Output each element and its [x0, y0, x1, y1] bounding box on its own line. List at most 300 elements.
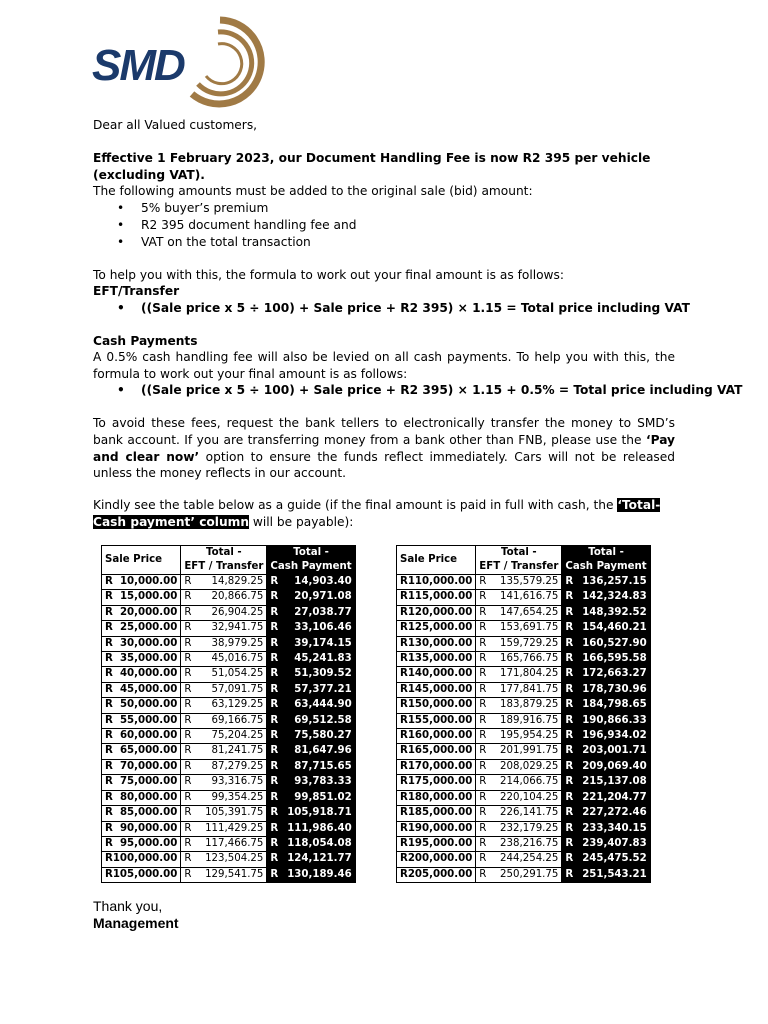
eft-total-cell: [476, 821, 562, 836]
cash-total-cell: [562, 775, 650, 790]
sale-price-cell: R165,000.00: [397, 744, 476, 759]
currency-symbol: R: [565, 853, 574, 865]
cash-value: [270, 837, 351, 851]
eft-amount: 177,841.75: [500, 683, 559, 695]
currency-symbol: R: [479, 807, 487, 819]
cash-amount: 81,647.96: [294, 745, 352, 757]
eft-total-cell: [476, 806, 562, 821]
eft-amount: 63,129.25: [211, 699, 264, 711]
cash-value: [565, 806, 646, 820]
currency-symbol: R: [184, 714, 192, 726]
sale-price-cell: R100,000.00: [102, 852, 181, 867]
table-row: [102, 852, 356, 867]
cash-amount: 130,189.46: [287, 868, 352, 880]
table-row: [397, 836, 651, 851]
currency-symbol: R: [270, 791, 279, 803]
cash-total-cell: [267, 852, 355, 867]
pay-and-clear-now: ‘Pay and clear now’: [93, 432, 675, 464]
table-row: [397, 590, 651, 605]
eft-total-cell: [181, 790, 267, 805]
currency-symbol: R: [479, 637, 487, 649]
eft-amount: 99,354.25: [211, 791, 264, 803]
cash-total-cell: [562, 821, 650, 836]
eft-value: [479, 652, 558, 666]
table-row: [102, 821, 356, 836]
eft-amount: 201,991.75: [500, 745, 559, 757]
cash-value: [565, 683, 646, 697]
cash-value: [270, 683, 351, 697]
sale-price-cell: R185,000.00: [397, 806, 476, 821]
cash-total-cell: [267, 729, 355, 744]
table-row: [102, 667, 356, 682]
cash-amount: 148,392.52: [582, 606, 647, 618]
eft-amount: 208,029.25: [500, 760, 559, 772]
cash-total-cell: [267, 698, 355, 713]
cash-value: [270, 775, 351, 789]
eft-amount: 14,829.25: [211, 576, 264, 587]
header-cash-line2: Cash Payment: [270, 561, 352, 572]
currency-symbol: R: [184, 807, 192, 819]
eft-total-cell: [181, 667, 267, 682]
table-row: [397, 682, 651, 697]
table-row: [397, 605, 651, 620]
eft-value: [479, 621, 558, 635]
table-row: [102, 621, 356, 636]
eft-total-cell: [476, 698, 562, 713]
eft-total-cell: [181, 729, 267, 744]
cash-value: [270, 621, 351, 635]
eft-value: [479, 868, 558, 882]
cash-total-cell: [267, 806, 355, 821]
table-row: [102, 836, 356, 851]
header-eft: [476, 546, 562, 575]
cash-value: [270, 868, 351, 882]
cash-value: [565, 822, 646, 836]
currency-symbol: R: [270, 668, 279, 680]
cash-value: [565, 729, 646, 743]
cash-amount: 45,241.83: [294, 653, 352, 665]
cash-amount: 51,309.52: [294, 668, 352, 680]
eft-amount: 38,979.25: [211, 637, 264, 649]
table-row: [397, 575, 651, 590]
currency-symbol: R: [479, 591, 487, 603]
eft-amount: 135,579.25: [500, 576, 559, 587]
eft-value: [479, 791, 558, 805]
cash-value: [565, 791, 646, 805]
table-row: [102, 729, 356, 744]
currency-symbol: R: [565, 637, 574, 649]
header-eft: [181, 546, 267, 575]
eft-total-cell: [476, 682, 562, 697]
eft-amount: 214,066.75: [500, 776, 559, 788]
header-cash: [267, 546, 355, 575]
fee-table-right: [396, 545, 651, 883]
cash-amount: 136,257.15: [582, 576, 647, 587]
eft-total-cell: [476, 775, 562, 790]
eft-total-cell: [181, 744, 267, 759]
header-eft-line1: Total -: [501, 547, 537, 558]
currency-symbol: R: [270, 714, 279, 726]
sale-price-cell: R160,000.00: [397, 729, 476, 744]
table-row: [102, 698, 356, 713]
currency-symbol: R: [479, 776, 487, 788]
eft-value: [184, 729, 263, 743]
header-eft-line1: Total -: [206, 547, 242, 558]
sale-price-cell: R115,000.00: [397, 590, 476, 605]
currency-symbol: R: [184, 637, 192, 649]
cash-amount: 239,407.83: [582, 837, 647, 849]
cash-total-cell: [562, 806, 650, 821]
currency-symbol: R: [270, 745, 279, 757]
cash-amount: 227,272.46: [582, 807, 647, 819]
guide-text-1: Kindly see the table below as a guide (if the final amount is paid in full with cash, the: [93, 498, 618, 512]
currency-symbol: R: [184, 853, 192, 865]
eft-amount: 153,691.75: [500, 622, 559, 634]
cash-value: [565, 590, 646, 604]
sale-price-cell: R195,000.00: [397, 836, 476, 851]
cash-total-cell: [267, 621, 355, 636]
cash-value: [270, 606, 351, 620]
cash-total-cell: [562, 652, 650, 667]
currency-symbol: R: [184, 668, 192, 680]
currency-symbol: R: [270, 776, 279, 788]
eft-heading: EFT/Transfer: [93, 284, 180, 298]
eft-value: [184, 868, 263, 882]
cash-total-cell: [267, 605, 355, 620]
eft-amount: 26,904.25: [211, 606, 264, 618]
cash-amount: 57,377.21: [294, 683, 352, 695]
table-row: [102, 682, 356, 697]
cash-value: [565, 852, 646, 866]
table-row: [102, 775, 356, 790]
eft-value: [184, 698, 263, 712]
cash-value: [270, 575, 351, 589]
eft-total-cell: [476, 790, 562, 805]
sale-price-cell: R190,000.00: [397, 821, 476, 836]
sale-price-cell: R 25,000.00: [102, 621, 181, 636]
eft-value: [184, 714, 263, 728]
cash-total-cell: [267, 667, 355, 682]
currency-symbol: R: [565, 776, 574, 788]
table-row: [397, 759, 651, 774]
currency-symbol: R: [270, 807, 279, 819]
eft-total-cell: [181, 852, 267, 867]
cash-amount: 190,866.33: [582, 714, 647, 726]
cash-amount: 154,460.21: [582, 622, 647, 634]
table-row: [102, 590, 356, 605]
cash-value: [565, 637, 646, 651]
eft-value: [184, 575, 263, 589]
eft-value: [184, 637, 263, 651]
cash-value: [270, 637, 351, 651]
guide-text: [93, 497, 675, 531]
eft-total-cell: [476, 652, 562, 667]
formula-intro: To help you with this, the formula to work out your final amount is as follows:: [93, 268, 564, 282]
currency-symbol: R: [270, 760, 279, 772]
avoid-fees-text: [93, 415, 675, 482]
eft-value: [184, 852, 263, 866]
cash-total-cell: [562, 682, 650, 697]
eft-total-cell: [181, 821, 267, 836]
eft-value: [479, 729, 558, 743]
eft-value: [184, 775, 263, 789]
header-cash-line1: Total -: [588, 547, 624, 558]
table-row: [102, 867, 356, 882]
cash-value: [565, 698, 646, 712]
sale-price-cell: R125,000.00: [397, 621, 476, 636]
eft-formula-list: [93, 300, 690, 317]
eft-amount: 123,504.25: [205, 853, 264, 865]
currency-symbol: R: [479, 760, 487, 772]
amounts-intro: The following amounts must be added to the original sale (bid) amount:: [93, 184, 533, 198]
eft-value: [479, 714, 558, 728]
eft-total-cell: [476, 590, 562, 605]
eft-value: [184, 667, 263, 681]
eft-total-cell: [181, 575, 267, 590]
currency-symbol: R: [565, 837, 574, 849]
logo-swoosh-icon: [180, 14, 276, 110]
eft-value: [184, 822, 263, 836]
eft-value: [479, 637, 558, 651]
currency-symbol: R: [565, 760, 574, 772]
guide-text-2: will be payable):: [249, 514, 354, 529]
currency-symbol: R: [479, 653, 487, 665]
eft-amount: 93,316.75: [211, 776, 264, 788]
currency-symbol: R: [184, 760, 192, 772]
eft-value: [479, 760, 558, 774]
sale-price-cell: R 30,000.00: [102, 636, 181, 651]
cash-total-cell: [267, 744, 355, 759]
eft-total-cell: [476, 867, 562, 882]
table-header-row: [397, 546, 651, 575]
cash-heading: Cash Payments: [93, 334, 198, 348]
cash-value: [270, 698, 351, 712]
closing: [93, 898, 179, 932]
cash-formula-list: [93, 382, 742, 399]
cash-value: [270, 822, 351, 836]
cash-total-cell: [562, 621, 650, 636]
currency-symbol: R: [270, 576, 279, 587]
currency-symbol: R: [565, 822, 574, 834]
eft-amount: 51,054.25: [211, 668, 264, 680]
sale-price-cell: R 75,000.00: [102, 775, 181, 790]
currency-symbol: R: [270, 730, 279, 742]
cash-value: [270, 744, 351, 758]
currency-symbol: R: [479, 868, 487, 880]
eft-total-cell: [476, 852, 562, 867]
currency-symbol: R: [479, 714, 487, 726]
cash-amount: 233,340.15: [582, 822, 647, 834]
header-cash-line1: Total -: [293, 547, 329, 558]
eft-total-cell: [181, 590, 267, 605]
eft-amount: 45,016.75: [211, 653, 264, 665]
cash-value: [270, 852, 351, 866]
cash-amount: 221,204.77: [582, 791, 647, 803]
cash-amount: 178,730.96: [582, 683, 647, 695]
header-sale-price: Sale Price: [397, 546, 476, 575]
eft-amount: 117,466.75: [205, 837, 264, 849]
cash-amount: 142,324.83: [582, 591, 647, 603]
eft-value: [479, 667, 558, 681]
table-row: [397, 713, 651, 728]
table-row: [397, 636, 651, 651]
cash-amount: 184,798.65: [582, 699, 647, 711]
cash-value: [565, 714, 646, 728]
currency-symbol: R: [184, 822, 192, 834]
total-cash-highlight: ‘Total-Cash payment’ column: [93, 498, 661, 529]
cash-value: [565, 652, 646, 666]
list-item: • R2 395 document handling fee and: [93, 217, 356, 234]
currency-symbol: R: [184, 837, 192, 849]
eft-amount: 57,091.75: [211, 683, 264, 695]
eft-value: [479, 698, 558, 712]
eft-total-cell: [181, 775, 267, 790]
currency-symbol: R: [270, 683, 279, 695]
sale-price-cell: R130,000.00: [397, 636, 476, 651]
eft-value: [479, 575, 558, 589]
cash-value: [565, 744, 646, 758]
eft-value: [184, 683, 263, 697]
cash-total-cell: [562, 744, 650, 759]
sale-price-cell: R 45,000.00: [102, 682, 181, 697]
sale-price-cell: R135,000.00: [397, 652, 476, 667]
eft-value: [479, 852, 558, 866]
cash-value: [565, 667, 646, 681]
currency-symbol: R: [184, 730, 192, 742]
cash-value: [270, 590, 351, 604]
cash-amount: 172,663.27: [582, 668, 647, 680]
cash-value: [565, 760, 646, 774]
eft-total-cell: [181, 621, 267, 636]
eft-value: [184, 590, 263, 604]
sale-price-cell: R 80,000.00: [102, 790, 181, 805]
smd-logo: [92, 14, 274, 110]
cash-total-cell: [267, 652, 355, 667]
sale-price-cell: R110,000.00: [397, 575, 476, 590]
eft-amount: 141,616.75: [500, 591, 559, 603]
cash-total-cell: [267, 790, 355, 805]
cash-total-cell: [267, 590, 355, 605]
cash-total-cell: [562, 759, 650, 774]
currency-symbol: R: [270, 868, 279, 880]
eft-total-cell: [476, 729, 562, 744]
cash-value: [565, 868, 646, 882]
eft-value: [479, 775, 558, 789]
fee-table-left: [101, 545, 356, 883]
eft-amount: 195,954.25: [500, 730, 559, 742]
cash-amount: 105,918.71: [287, 807, 352, 819]
currency-symbol: R: [270, 837, 279, 849]
eft-formula: • ((Sale price x 5 ÷ 100) + Sale price + R2 395) × 1.15 = Total price including VAT: [93, 300, 690, 317]
sale-price-cell: R175,000.00: [397, 775, 476, 790]
cash-text: A 0.5% cash handling fee will also be levied on all cash payments. To help you with this, the formula to work out your final amount is as follows:: [93, 350, 675, 381]
table-row: [102, 790, 356, 805]
table-row: [102, 759, 356, 774]
currency-symbol: R: [184, 576, 192, 587]
currency-symbol: R: [184, 683, 192, 695]
table-row: [102, 713, 356, 728]
cash-amount: 251,543.21: [582, 868, 647, 880]
sale-price-cell: R 15,000.00: [102, 590, 181, 605]
eft-value: [479, 837, 558, 851]
cash-amount: 203,001.71: [582, 745, 647, 757]
sale-price-cell: R105,000.00: [102, 867, 181, 882]
cash-value: [270, 667, 351, 681]
currency-symbol: R: [565, 653, 574, 665]
table-header-row: [102, 546, 356, 575]
eft-value: [184, 744, 263, 758]
eft-amount: 81,241.75: [211, 745, 264, 757]
table-row: [397, 775, 651, 790]
cash-total-cell: [562, 605, 650, 620]
currency-symbol: R: [565, 576, 574, 587]
cash-value: [565, 837, 646, 851]
eft-total-cell: [476, 575, 562, 590]
currency-symbol: R: [479, 730, 487, 742]
cash-total-cell: [267, 759, 355, 774]
eft-value: [479, 806, 558, 820]
eft-value: [479, 606, 558, 620]
cash-amount: 75,580.27: [294, 730, 352, 742]
eft-amount: 75,204.25: [211, 730, 264, 742]
currency-symbol: R: [270, 853, 279, 865]
sale-price-cell: R200,000.00: [397, 852, 476, 867]
eft-amount: 111,429.25: [205, 822, 264, 834]
avoid-text-1: To avoid these fees, request the bank tellers to electronically transfer the money to SMD’s bank account. If you are transferring money from a bank other than FNB, please use the: [93, 416, 675, 447]
currency-symbol: R: [184, 591, 192, 603]
cash-formula: • ((Sale price x 5 ÷ 100) + Sale price + R2 395) × 1.15 + 0.5% = Total price including VAT: [93, 382, 742, 399]
currency-symbol: R: [184, 868, 192, 880]
cash-total-cell: [562, 575, 650, 590]
table-row: [102, 636, 356, 651]
eft-value: [184, 806, 263, 820]
eft-amount: 87,279.25: [211, 760, 264, 772]
eft-total-cell: [476, 713, 562, 728]
cash-amount: 20,971.08: [294, 591, 352, 603]
cash-amount: 27,038.77: [294, 606, 352, 618]
eft-total-cell: [476, 759, 562, 774]
header-cash: [562, 546, 650, 575]
cash-amount: 39,174.15: [294, 637, 352, 649]
sale-price-cell: R 10,000.00: [102, 575, 181, 590]
currency-symbol: R: [565, 591, 574, 603]
header-cash-line2: Cash Payment: [565, 561, 647, 572]
cash-amount: 99,851.02: [294, 791, 352, 803]
eft-amount: 69,166.75: [211, 714, 264, 726]
cash-total-cell: [267, 821, 355, 836]
eft-amount: 159,729.25: [500, 637, 559, 649]
eft-amount: 250,291.75: [500, 868, 559, 880]
cash-total-cell: [562, 729, 650, 744]
sale-price-cell: R 60,000.00: [102, 729, 181, 744]
cash-total-cell: [562, 667, 650, 682]
eft-value: [184, 606, 263, 620]
currency-symbol: R: [565, 622, 574, 634]
eft-amount: 244,254.25: [500, 853, 559, 865]
table-row: [397, 806, 651, 821]
sale-price-cell: R155,000.00: [397, 713, 476, 728]
cash-value: [565, 606, 646, 620]
eft-amount: 171,804.25: [500, 668, 559, 680]
table-row: [397, 821, 651, 836]
eft-value: [479, 744, 558, 758]
cash-total-cell: [562, 852, 650, 867]
cash-value: [270, 729, 351, 743]
sale-price-cell: R 90,000.00: [102, 821, 181, 836]
header-eft-line2: EFT / Transfer: [184, 561, 264, 572]
sale-price-cell: R 35,000.00: [102, 652, 181, 667]
currency-symbol: R: [479, 622, 487, 634]
